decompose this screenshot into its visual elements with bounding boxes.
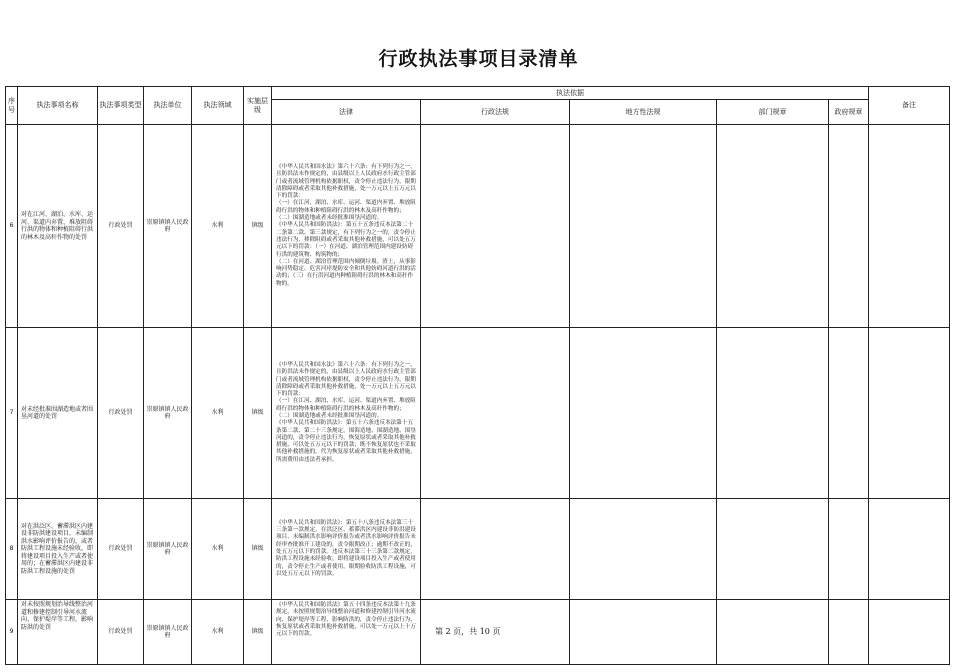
row-remarks	[869, 125, 950, 328]
row-category: 行政处罚	[98, 499, 144, 600]
page-number: 第 2 页，共 10 页	[435, 627, 501, 636]
enforcement-table	[5, 86, 950, 665]
row-dept-rules	[717, 125, 829, 328]
row-domain: 水利	[192, 499, 244, 600]
header-category: 执法事项类型	[98, 87, 144, 125]
row-local-regs	[570, 125, 717, 328]
row-level: 镇级	[244, 499, 272, 600]
row-admin-regs	[421, 499, 570, 600]
row-item-name: 对在洪泛区、蓄滞洪区内建设非防洪建设项目，未编制洪水影响评价报告的，或者防洪工程设施未经验收，即将建设项目投入生产或者使用的；在蓄滞洪区内建设非防洪工程设施的处罚	[18, 499, 98, 600]
row-domain: 水利	[192, 328, 244, 499]
row-local-regs	[570, 499, 717, 600]
row-domain: 水利	[192, 600, 244, 665]
row-category: 行政处罚	[98, 125, 144, 328]
row-domain: 水利	[192, 125, 244, 328]
row-level: 镇级	[244, 125, 272, 328]
row-dept-rules	[717, 328, 829, 499]
row-unit: 崇原镇镇人民政府	[144, 499, 192, 600]
row-level: 镇级	[244, 328, 272, 499]
table-row	[6, 328, 950, 499]
row-unit: 崇原镇镇人民政府	[144, 125, 192, 328]
row-law-text: 《中华人民共和国水法》第六十六条：有下列行为之一，且防洪法未作规定的，由县级以上人民政府水行政主管部门或者流域管理机构依据职权，责令停止违法行为，限期清除障碍或者采取其他补救措施，处一万元以上五万元以下的罚款： （一）在江河、湖泊、水库、运河、渠道内弃置、堆放阻碍行洪的物体和种植阻碍行洪的林木及高秆作物的； （二）围湖造地或者未经批准围垦河道的。 《中华人民共和国防洪法》：第五十五条违反本法第二十二条第二款、第三款规定，有下列行为之一的，责令停止违法行为，排除阻碍或者采取其他补救措施，可以处五万元以下的罚款：（一）在河道、湖泊管理范围内建设妨碍行洪的建筑物、构筑物的； （二）在河道、湖泊管理范围内倾倒垃圾、渣土，从事影响河势稳定、危害河岸堤防安全和其他妨碍河道行洪的活动的；（三）在行洪河道内种植阻碍行洪的林木和高秆作物的。	[272, 125, 421, 328]
row-gov-rules	[829, 328, 869, 499]
row-law-text: 《中华人民共和国防洪法》：第五十八条违反本法第三十三条第一款规定，在洪泛区、蓄滞洪区内建设非防洪建设项目，未编制洪水影响评价报告或者洪水影响评价报告未经审查批准开工建设的，责令限期改正；逾期不改正的，处五万元以下的罚款。违反本法第三十三条第二款规定，防洪工程设施未经验收，即将建设项目投入生产或者使用的，责令停止生产或者使用，限期验收防洪工程设施，可以处五万元以下的罚款。	[272, 499, 421, 600]
row-seq: 6	[6, 125, 18, 328]
header-local-regs: 地方性法规	[570, 100, 717, 125]
table-row	[6, 499, 950, 600]
row-dept-rules	[717, 499, 829, 600]
row-category: 行政处罚	[98, 600, 144, 665]
row-seq: 7	[6, 328, 18, 499]
row-gov-rules	[829, 125, 869, 328]
row-item-name: 对在江河、湖泊、水库、运河、渠道内弃置、堆放阻碍行洪的物体和种植阻碍行洪的林木及高秆作物的处罚	[18, 125, 98, 328]
row-admin-regs	[421, 328, 570, 499]
row-law-text: 《中华人民共和国水法》第六十六条：有下列行为之一，且防洪法未作规定的，由县级以上人民政府水行政主管部门或者流域管理机构依据职权，责令停止违法行为，限期清除障碍或者采取其他补救措施，处一万元以上五万元以下的罚款： （一）在江河、湖泊、水库、运河、渠道内弃置、堆放阻碍行洪的物体和种植阻碍行洪的林木及高秆作物的； （二）围湖造地或者未经批准围垦河道的。 《中华人民共和国防洪法》：第五十六条违反本法第十五条第二款、第二十三条规定，围海造地、围湖造地、围垦河道的，责令停止违法行为，恢复原状或者采取其他补救措施，可以处五万元以下的罚款；既不恢复原状也不采取其他补救措施的，代为恢复原状或者采取其他补救措施，所需费用由违法者承担。	[272, 328, 421, 499]
row-remarks	[869, 328, 950, 499]
row-category: 行政处罚	[98, 328, 144, 499]
row-unit: 崇原镇镇人民政府	[144, 328, 192, 499]
header-level: 实施层级	[244, 87, 272, 125]
header-gov-rules: 政府规章	[829, 100, 869, 125]
header-item-name: 执法事项名称	[18, 87, 98, 125]
header-admin-regs: 行政法规	[421, 100, 570, 125]
row-level: 镇级	[244, 600, 272, 665]
header-dept-rules: 部门规章	[717, 100, 829, 125]
header-domain: 执法领域	[192, 87, 244, 125]
row-local-regs	[570, 328, 717, 499]
row-gov-rules	[829, 499, 869, 600]
header-laws: 法律	[272, 100, 421, 125]
row-remarks	[869, 499, 950, 600]
row-item-name: 对未按照规划治导线整治河道和修建控制引导河水流向、保护堤岸等工程，影响防洪的处罚	[18, 600, 98, 665]
row-dept-rules	[717, 600, 829, 665]
table-row	[6, 125, 950, 328]
header-basis: 执法依据	[272, 87, 869, 100]
row-item-name: 对未经批准围湖造地或者围垦河道的处罚	[18, 328, 98, 499]
header-unit: 执法单位	[144, 87, 192, 125]
header-seq: 序号	[6, 87, 18, 125]
row-seq: 9	[6, 600, 18, 665]
page-title: 行政执法事项目录清单	[378, 48, 579, 70]
row-law-text: 《中华人民共和国防洪法》第五十四条违反本法第十九条规定，未按照规划治导线整治河道和修建控制引导河水流向、保护堤岸等工程，影响防洪的，责令停止违法行为，恢复原状或者采取其他补救措施，可以处一万元以上十万元以下的罚款。	[272, 600, 421, 665]
row-gov-rules	[829, 600, 869, 665]
row-seq: 8	[6, 499, 18, 600]
row-local-regs	[570, 600, 717, 665]
row-unit: 崇原镇镇人民政府	[144, 600, 192, 665]
row-remarks	[869, 600, 950, 665]
row-admin-regs	[421, 125, 570, 328]
header-remarks: 备注	[869, 87, 950, 125]
